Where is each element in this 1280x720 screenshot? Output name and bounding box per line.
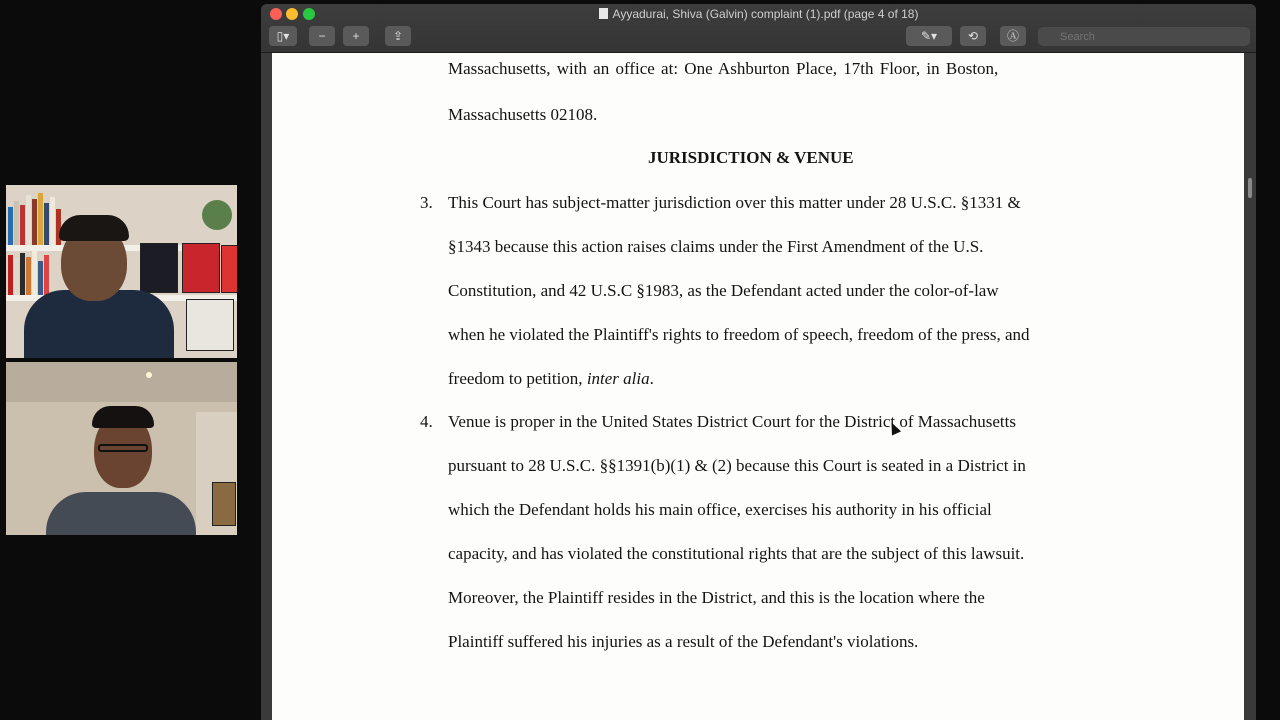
sidebar-toggle-button[interactable]: ▯▾ [269, 26, 297, 46]
document-line-1: Massachusetts, with an office at: One Ashburton Place, 17th Floor, in Boston, [448, 59, 999, 78]
pdf-document-icon [599, 8, 608, 19]
share-button[interactable]: ⇪ [385, 26, 411, 46]
paragraph-3-line: Constitution, and 42 U.S.C §1983, as the Defendant acted under the color-of-law [448, 281, 999, 300]
scrollbar-thumb[interactable] [1248, 178, 1252, 198]
paragraph-4-line: capacity, and has violated the constitutional rights that are the subject of this lawsuit. [448, 544, 1025, 563]
paragraph-3-line: §1343 because this action raises claims under the First Amendment of the U.S. [448, 237, 984, 256]
search-input[interactable] [1038, 27, 1250, 46]
paragraph-3-line: when he violated the Plaintiff's rights to freedom of speech, freedom of the press, and [448, 325, 1030, 344]
paragraph-3-number: 3. [420, 193, 433, 212]
zoom-out-button[interactable]: − [309, 26, 335, 46]
pdf-page[interactable] [272, 53, 1244, 720]
pdf-viewer-window [261, 4, 1256, 720]
video-tile-participant-1 [6, 185, 237, 358]
document-line-2: Massachusetts 02108. [448, 105, 598, 124]
paragraph-4-line: Plaintiff suffered his injuries as a result of the Defendant's violations. [448, 632, 919, 651]
paragraph-4-number: 4. [420, 412, 433, 431]
video-tile-participant-2 [6, 362, 237, 535]
vertical-scrollbar[interactable] [1246, 53, 1254, 720]
window-title-container [261, 7, 1256, 21]
paragraph-3-last-line [448, 369, 654, 389]
paragraph-3-last-end: . [649, 369, 654, 388]
paragraph-3-line: This Court has subject-matter jurisdiction over this matter under 28 U.S.C. §1331 & [448, 193, 1021, 212]
annotate-button[interactable]: Ⓐ [1000, 26, 1026, 46]
paragraph-4-line: pursuant to 28 U.S.C. §§1391(b)(1) & (2) because this Court is seated in a District in [448, 456, 1026, 475]
paragraph-3-last-italic: inter alia [586, 369, 650, 388]
window-title: Ayyadurai, Shiva (Galvin) complaint (1).pdf (page 4 of 18) [612, 7, 919, 21]
markup-button[interactable]: ✎▾ [906, 26, 952, 46]
zoom-in-button[interactable]: + [343, 26, 369, 46]
section-heading: JURISDICTION & VENUE [648, 148, 854, 167]
paragraph-4-line: Venue is proper in the United States District Court for the District of Massachusetts [448, 412, 1016, 431]
paragraph-4-line: Moreover, the Plaintiff resides in the District, and this is the location where the [448, 588, 985, 607]
titlebar [261, 4, 1256, 53]
rotate-button[interactable]: ⟲ [960, 26, 986, 46]
paragraph-4-line: which the Defendant holds his main office, exercises his authority in his official [448, 500, 992, 519]
paragraph-3-last-start: freedom to petition, [448, 369, 587, 388]
